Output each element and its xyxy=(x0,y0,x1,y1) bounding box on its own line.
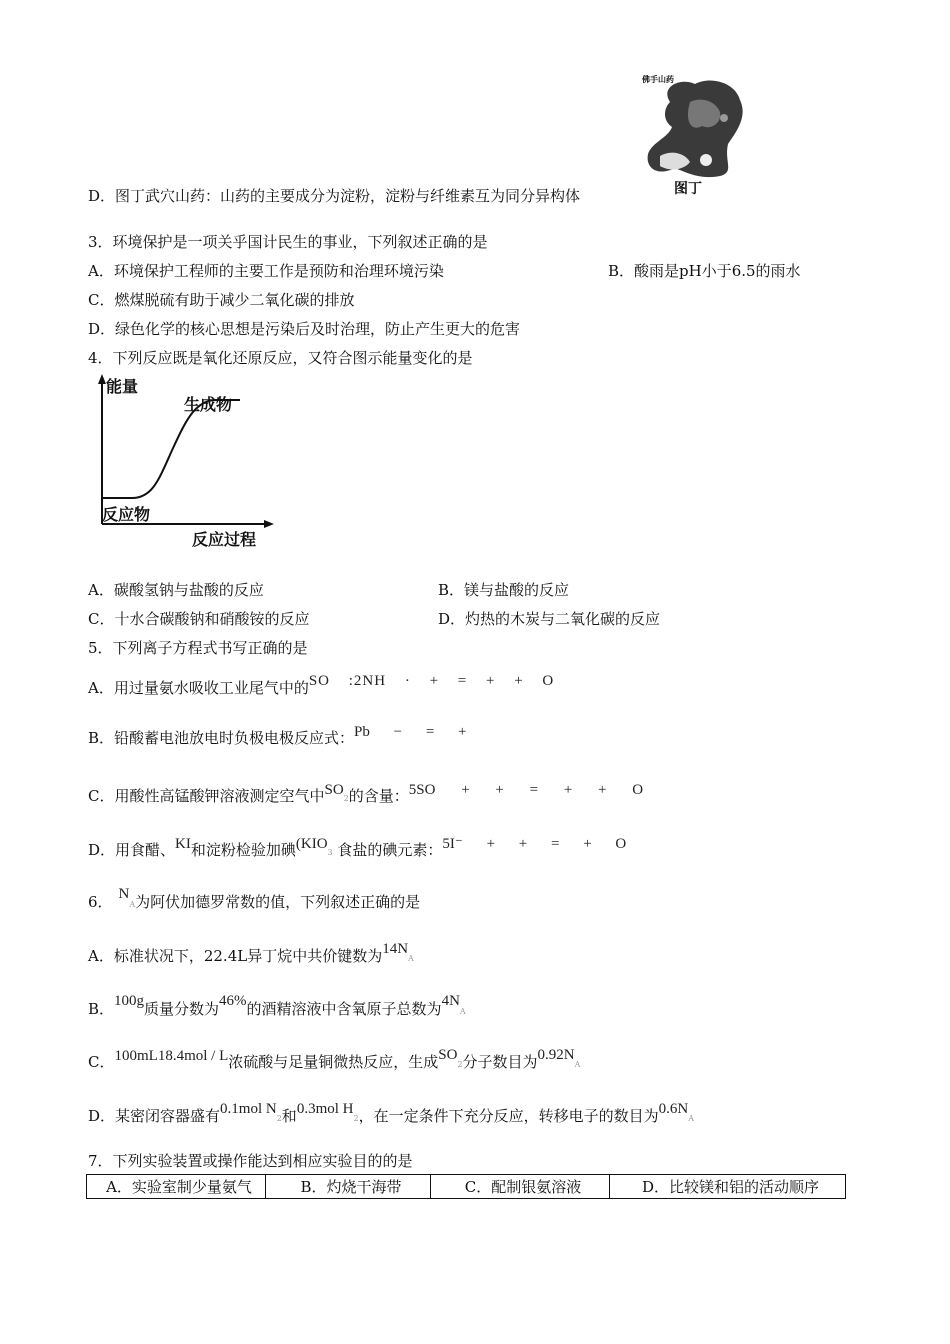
q6-stem-text: 为阿伏加德罗常数的值，下列叙述正确的是 xyxy=(135,893,421,911)
q6-option-d: D．某密闭容器盛有0.1mol N2和0.3mol H2，在一定条件下充分反应，转移电子的数目为0.6NA xyxy=(88,1101,694,1125)
q5-d-f3: 5I⁻ + + = + O xyxy=(442,836,627,852)
q5-d-text2: 和淀粉检验加碘 xyxy=(190,841,296,859)
q6-b-f1: 100g xyxy=(114,993,145,1009)
q5-stem: 5．下列离子方程式书写正确的是 xyxy=(88,639,308,657)
q7-options-table xyxy=(86,1174,846,1199)
q3-option-b: B．酸雨是pH小于6.5的雨水 xyxy=(608,262,801,280)
figure-tag: 佛手山药 xyxy=(642,75,674,84)
q5-d-f1: KI xyxy=(175,836,191,852)
q6-d-f2: 0.3mol H xyxy=(296,1101,354,1117)
q6-stem: 6． NA为阿伏加德罗常数的值，下列叙述正确的是 xyxy=(88,886,421,911)
q3-option-d: D．绿色化学的核心思想是污染后及时治理，防止产生更大的危害 xyxy=(88,320,521,338)
yam-photo-icon xyxy=(640,72,750,192)
q6-option-c: C．100mL18.4mol / L浓硫酸与足量铜微热反应，生成SO2分子数目为0.92NA xyxy=(88,1047,581,1071)
q5-b-formula: Pb − = + xyxy=(354,724,467,740)
q5-option-c: C．用酸性高锰酸钾溶液测定空气中SO2的含量：5SO + + = + + O xyxy=(88,782,644,805)
q6-d-text3: ，在一定条件下充分反应，转移电子的数目为 xyxy=(358,1107,659,1125)
q7-option-d: D．比较镁和铝的活动顺序 xyxy=(610,1175,846,1199)
q4-option-d: D．灼热的木炭与二氧化碳的反应 xyxy=(438,610,661,628)
q4-option-b: B．镁与盐酸的反应 xyxy=(438,581,570,599)
q5-a-text: A．用过量氨水吸收工业尾气中的 xyxy=(88,679,309,697)
q4-option-c: C．十水合碳酸钠和硝酸铵的反应 xyxy=(88,610,310,628)
q5-a-formula: SO :2NH · + = + + O xyxy=(308,673,555,689)
q6-b-text2: 的酒精溶液中含氧原子总数为 xyxy=(246,1000,442,1018)
q3-stem: 3．环境保护是一项关乎国计民生的事业，下列叙述正确的是 xyxy=(88,233,488,251)
q5-c-text2: 的含量： xyxy=(348,787,409,805)
q7-option-b: B．灼烧干海带 xyxy=(266,1175,431,1199)
q6-d-f3: 0.6N xyxy=(658,1101,689,1117)
q6-b-text: 质量分数为 xyxy=(144,1000,220,1018)
q4-stem: 4．下列反应既是氧化还原反应，又符合图示能量变化的是 xyxy=(88,349,473,367)
reactant-label: 反应物 xyxy=(102,505,151,524)
y-axis-label: 能量 xyxy=(106,377,139,396)
q6-d-text: D．某密闭容器盛有 xyxy=(88,1107,221,1125)
q6-a-text: A．标准状况下，22.4L异丁烷中共价键数为 xyxy=(88,947,383,965)
q6-option-b: B．100g质量分数为46%的酒精溶液中含氧原子总数为4NA xyxy=(88,993,466,1018)
q5-c-formula2: 5SO + + = + + O xyxy=(408,782,644,798)
x-axis-label: 反应过程 xyxy=(192,530,257,549)
q6-d-text2: 和 xyxy=(281,1107,297,1125)
q6-d-f1: 0.1mol N xyxy=(220,1101,277,1117)
q6-c-text: 浓硫酸与足量铜微热反应，生成 xyxy=(228,1053,439,1071)
table-row xyxy=(87,1175,846,1199)
q6-c-label: C． xyxy=(88,1053,115,1071)
q6-na: N xyxy=(118,886,130,902)
q6-c-f1: 100mL18.4mol / L xyxy=(114,1048,229,1064)
q7-option-c: C．配制银氨溶液 xyxy=(431,1175,610,1199)
q5-option-d: D．用食醋、KI和淀粉检验加碘(KIO3 食盐的碘元素：5I⁻ + + = + O xyxy=(88,836,627,859)
q2-option-d: D．图丁武穴山药：山药的主要成分为淀粉，淀粉与纤维素互为同分异构体 xyxy=(88,187,581,205)
q5-d-text3: 食盐的碘元素： xyxy=(337,841,443,859)
q6-option-a: A．标准状况下，22.4L异丁烷中共价键数为14NA xyxy=(88,941,414,965)
q3-option-a: A．环境保护工程师的主要工作是预防和治理环境污染 xyxy=(88,262,444,280)
q6-a-formula: 14N xyxy=(382,941,409,957)
q7-option-a: A．实验室制少量氨气 xyxy=(87,1175,266,1199)
q6-b-label: B． xyxy=(88,1000,115,1018)
q5-d-f2: (KIO xyxy=(295,836,328,852)
yam-figure xyxy=(640,72,750,197)
energy-diagram xyxy=(92,372,282,552)
q6-c-text2: 分子数目为 xyxy=(462,1053,538,1071)
q6-b-f2: 46% xyxy=(219,993,247,1009)
q6-b-f3: 4N xyxy=(441,993,460,1009)
q5-b-text: B．铅酸蓄电池放电时负极电极反应式： xyxy=(88,729,355,747)
q5-c-text: C．用酸性高锰酸钾溶液测定空气中 xyxy=(88,787,325,805)
q5-option-b xyxy=(88,724,467,748)
figure-caption: 图丁 xyxy=(674,181,702,197)
q6-c-f3: 0.92N xyxy=(537,1047,575,1063)
q5-option-a xyxy=(88,673,555,698)
q7-stem: 7．下列实验装置或操作能达到相应实验目的的是 xyxy=(88,1152,413,1170)
product-label: 生成物 xyxy=(184,395,233,414)
q3-option-c: C．燃煤脱硫有助于减少二氧化碳的排放 xyxy=(88,291,355,309)
q5-c-formula1: SO xyxy=(324,782,344,798)
q6-c-f2: SO xyxy=(438,1047,458,1063)
q4-option-a: A．碳酸氢钠与盐酸的反应 xyxy=(88,581,264,599)
q5-d-text: D．用食醋、 xyxy=(88,841,176,859)
